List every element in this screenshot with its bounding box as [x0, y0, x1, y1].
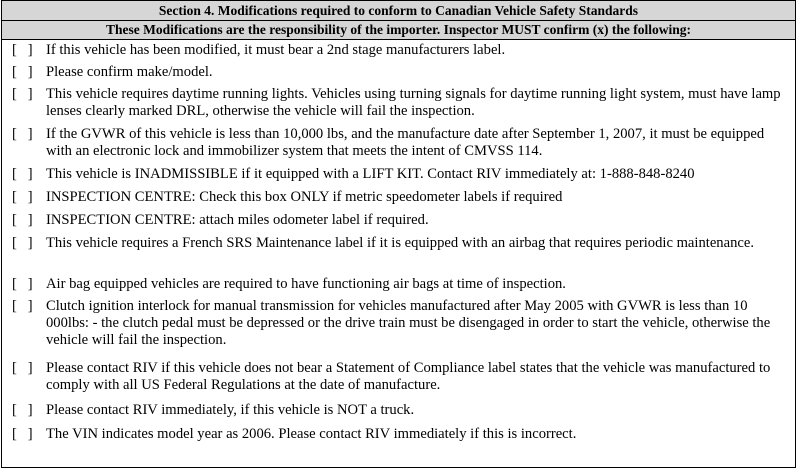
checkbox[interactable]: [ ] [12, 402, 33, 418]
checkbox[interactable]: [ ] [12, 298, 33, 314]
checkbox[interactable]: [ ] [12, 42, 33, 58]
checkbox[interactable]: [ ] [12, 126, 33, 142]
item-text: INSPECTION CENTRE: Check this box ONLY if metric speedometer labels if required [46, 189, 563, 205]
item-text: Please confirm make/model. [46, 64, 213, 80]
checkbox[interactable]: [ ] [12, 166, 33, 182]
checkbox[interactable]: [ ] [12, 276, 33, 292]
checkbox[interactable]: [ ] [12, 86, 33, 102]
item-text: Air bag equipped vehicles are required to have functioning air bags at time of inspection. [46, 276, 566, 292]
inspection-form-section [1, 0, 796, 468]
checkbox[interactable]: [ ] [12, 360, 33, 376]
checkbox[interactable]: [ ] [12, 235, 33, 251]
item-text: If this vehicle has been modified, it must bear a 2nd stage manufacturers label. [46, 42, 506, 58]
item-text: This vehicle requires daytime running lights. Vehicles using turning signals for daytime running light system, must have lamp lenses clearly marked DRL, otherwise the vehicle will fail the inspection. [46, 86, 781, 119]
checkbox[interactable]: [ ] [12, 426, 33, 442]
checkbox[interactable]: [ ] [12, 64, 33, 80]
responsibility-note: These Modifications are the responsibility of the importer. Inspector MUST confirm (x) the following: [2, 21, 795, 40]
checkbox[interactable]: [ ] [12, 212, 33, 228]
checkbox[interactable]: [ ] [12, 189, 33, 205]
item-text: This vehicle requires a French SRS Maintenance label if it is equipped with an airbag that requires periodic maintenance. [46, 235, 754, 251]
item-text: The VIN indicates model year as 2006. Please contact RIV immediately if this is incorrect. [46, 426, 577, 442]
section-title: Section 4. Modifications required to conform to Canadian Vehicle Safety Standards [2, 1, 795, 21]
item-text: Clutch ignition interlock for manual transmission for vehicles manufactured after May 2005 with GVWR is less than 10 000lbs: - the clutch pedal must be depressed or the drive train must be disengaged in order to start the vehicle, otherwise the vehicle will fail the inspection. [46, 298, 771, 348]
item-text: This vehicle is INADMISSIBLE if it equipped with a LIFT KIT. Contact RIV immediately at: 1-888-848-8240 [46, 166, 695, 182]
item-text: INSPECTION CENTRE: attach miles odometer label if required. [46, 212, 429, 228]
item-text: Please contact RIV if this vehicle does not bear a Statement of Compliance label states that the vehicle was manufactured to comply with all US Federal Regulations at the date of manufacture. [46, 360, 771, 393]
item-text: Please contact RIV immediately, if this vehicle is NOT a truck. [46, 402, 415, 418]
item-text: If the GVWR of this vehicle is less than 10,000 lbs, and the manufacture date after September 1, 2007, it must be equipped with an electronic lock and immobilizer system that meets the intent of CMVSS 114. [46, 126, 765, 159]
